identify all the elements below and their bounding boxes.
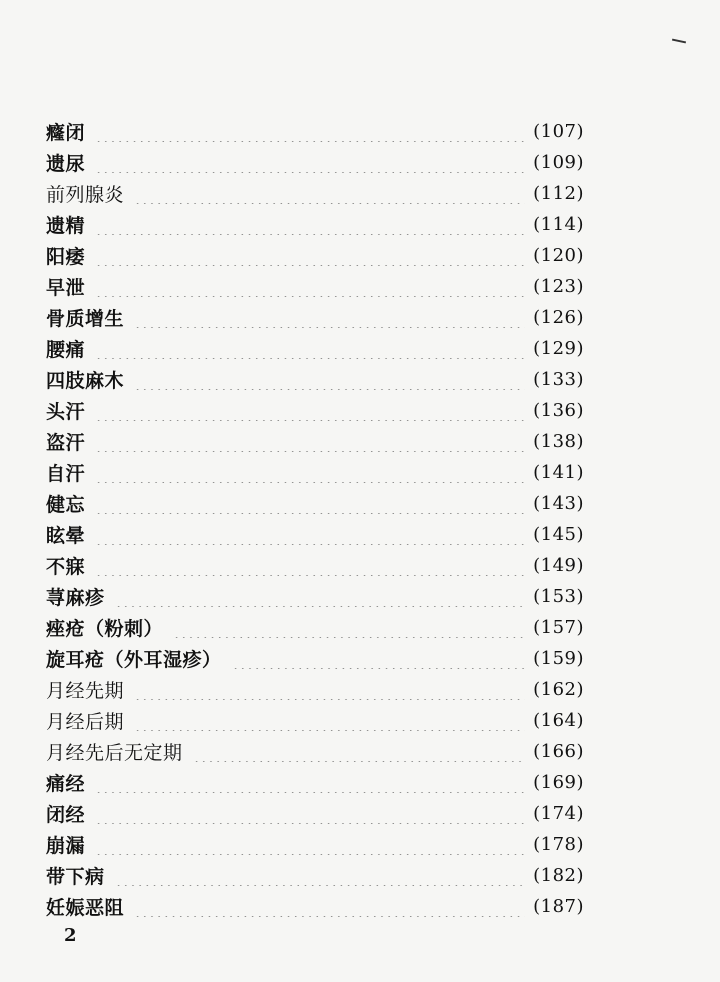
toc-entry-page: (164)	[533, 710, 584, 731]
toc-entry-title: 健忘	[46, 494, 86, 516]
toc-entry	[46, 798, 584, 829]
toc-entry-title: 盗汗	[46, 432, 86, 454]
toc-entry	[46, 736, 584, 767]
toc-entry-title: 遗尿	[46, 153, 86, 175]
toc-entry-page: (114)	[533, 214, 584, 235]
toc-entry-page: (136)	[533, 400, 584, 421]
toc-entry	[46, 209, 584, 240]
toc-entry-page: (129)	[533, 338, 584, 359]
toc-entry	[46, 116, 584, 147]
toc-entry-page: (141)	[533, 462, 584, 483]
toc-entry	[46, 147, 584, 178]
toc-entry-title: 痤疮（粉刺）	[46, 618, 164, 640]
toc-entry-page: (138)	[533, 431, 584, 452]
dot-leader	[95, 494, 525, 514]
toc-entry-title: 不寐	[46, 556, 86, 578]
toc-entry-page: (187)	[533, 896, 584, 917]
dot-leader	[95, 153, 525, 173]
toc-entry-page: (162)	[533, 679, 584, 700]
dot-leader	[134, 308, 525, 328]
scan-mark	[672, 39, 686, 44]
toc-entry	[46, 829, 584, 860]
toc-entry-title: 头汗	[46, 401, 86, 423]
toc-entry-page: (112)	[533, 183, 584, 204]
dot-leader	[95, 773, 525, 793]
toc-entry	[46, 705, 584, 736]
toc-entry-title: 眩晕	[46, 525, 86, 547]
toc-entry	[46, 519, 584, 550]
toc-entry	[46, 674, 584, 705]
toc-entry	[46, 364, 584, 395]
dot-leader	[95, 246, 525, 266]
page-number: 2	[64, 925, 77, 946]
dot-leader	[232, 649, 526, 669]
toc-entry	[46, 643, 584, 674]
dot-leader	[173, 618, 525, 638]
toc-entry-page: (169)	[533, 772, 584, 793]
toc-entry-title: 自汗	[46, 463, 86, 485]
toc-entry-title: 阳痿	[46, 246, 86, 268]
dot-leader	[134, 184, 525, 204]
toc-entry-title: 早泄	[46, 277, 86, 299]
toc-entry-page: (178)	[533, 834, 584, 855]
dot-leader	[95, 835, 525, 855]
toc-entry-page: (159)	[533, 648, 584, 669]
toc-entry	[46, 488, 584, 519]
toc-entry	[46, 333, 584, 364]
toc-entry-title: 妊娠恶阻	[46, 897, 125, 919]
toc-entry	[46, 395, 584, 426]
dot-leader	[95, 525, 525, 545]
toc-entry	[46, 271, 584, 302]
toc-entry-page: (133)	[533, 369, 584, 390]
dot-leader	[95, 463, 525, 483]
dot-leader	[134, 370, 525, 390]
toc-entry	[46, 426, 584, 457]
toc-entry-page: (182)	[533, 865, 584, 886]
toc-entry	[46, 457, 584, 488]
toc-entry-title: 前列腺炎	[46, 184, 125, 206]
toc-entry	[46, 240, 584, 271]
toc-entry	[46, 612, 584, 643]
toc-entry-title: 闭经	[46, 804, 86, 826]
dot-leader	[95, 122, 525, 142]
toc-entry-page: (149)	[533, 555, 584, 576]
toc-entry-page: (157)	[533, 617, 584, 638]
toc-entry-title: 旋耳疮（外耳湿疹）	[46, 649, 222, 671]
dot-leader	[193, 742, 526, 762]
dot-leader	[115, 587, 526, 607]
toc-entry	[46, 302, 584, 333]
dot-leader	[95, 215, 525, 235]
toc-entry-page: (126)	[533, 307, 584, 328]
toc-entry-title: 四肢麻木	[46, 370, 125, 392]
toc-entry-title: 崩漏	[46, 835, 86, 857]
toc-entry-title: 腰痛	[46, 339, 86, 361]
dot-leader	[134, 711, 525, 731]
toc-entry-title: 癃闭	[46, 122, 86, 144]
dot-leader	[95, 804, 525, 824]
toc-entry	[46, 891, 584, 922]
dot-leader	[95, 277, 525, 297]
toc-entry-title: 痛经	[46, 773, 86, 795]
toc-entry-page: (145)	[533, 524, 584, 545]
toc-entry-page: (174)	[533, 803, 584, 824]
toc-entry-title: 骨质增生	[46, 308, 125, 330]
dot-leader	[134, 897, 525, 917]
dot-leader	[115, 866, 526, 886]
toc-entry-page: (153)	[533, 586, 584, 607]
toc-entry-title: 带下病	[46, 866, 105, 888]
dot-leader	[134, 680, 525, 700]
toc-entry	[46, 550, 584, 581]
toc-entry-title: 月经先期	[46, 680, 125, 702]
toc-entry-page: (107)	[533, 121, 584, 142]
toc-entry	[46, 767, 584, 798]
toc-entry-page: (123)	[533, 276, 584, 297]
dot-leader	[95, 401, 525, 421]
toc-entry-page: (143)	[533, 493, 584, 514]
toc-entry	[46, 178, 584, 209]
toc-entry-page: (109)	[533, 152, 584, 173]
toc-entry-title: 荨麻疹	[46, 587, 105, 609]
toc-entry-title: 遗精	[46, 215, 86, 237]
toc-entry	[46, 581, 584, 612]
toc-entry-page: (166)	[533, 741, 584, 762]
dot-leader	[95, 339, 525, 359]
toc-entry-page: (120)	[533, 245, 584, 266]
toc-entry	[46, 860, 584, 891]
toc-entry-title: 月经后期	[46, 711, 125, 733]
dot-leader	[95, 556, 525, 576]
dot-leader	[95, 432, 525, 452]
toc-entry-title: 月经先后无定期	[46, 742, 183, 764]
